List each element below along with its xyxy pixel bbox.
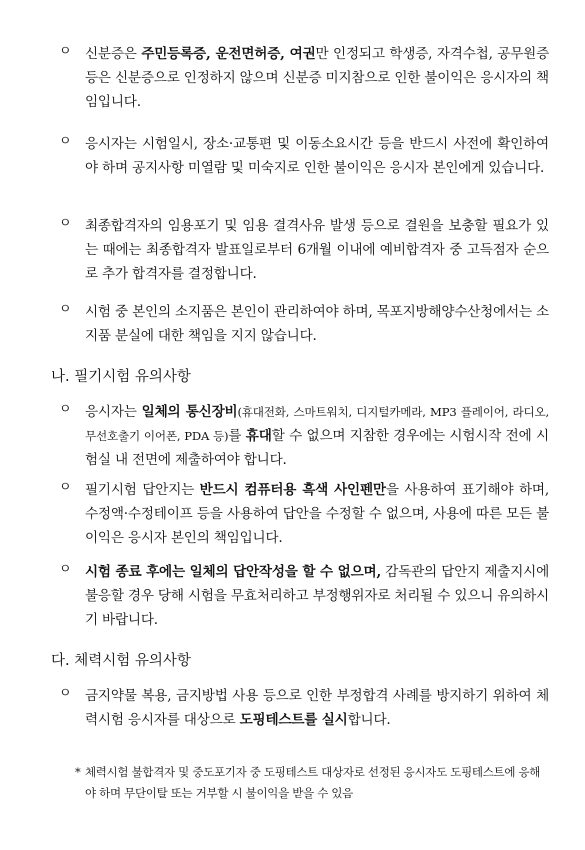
footnote-doping	[75, 762, 550, 804]
bullet-text: 응시자는 일체의 통신장비(휴대전화, 스마트워치, 디지털카메라, MP3 플레이어, 라디오, 무선호출기 이어폰, PDA 등)를 휴대할 수 없으며 지참한 경우에는 시험시작 전에 시험실 내 전면에 제출하여야 합니다.	[85, 404, 549, 468]
bullet-text: 최종합격자의 임용포기 및 임용 결격사유 발생 등으로 결원을 보충할 필요가 있는 때에는 최종합격자 발표일로부터 6개월 이내에 예비합격자 중 고득점자 순으로 추가 합격자를 결정합니다.	[85, 218, 549, 282]
emphasis: 주민등록증, 운전면허증, 여권	[141, 46, 316, 62]
device-list: (휴대전화, 스마트워치, 디지털카메라, MP3 플레이어, 라디오, 무선호출기 이어폰, PDA 등)	[85, 405, 549, 443]
section-heading-physical-exam: 다. 체력시험 유의사항	[51, 653, 191, 669]
footnote-marker: *	[75, 765, 81, 779]
emphasis: 시험 종료 후에는 일체의 답안작성을 할 수 없으며,	[85, 564, 381, 580]
bullet-additional-pass	[59, 214, 549, 286]
bullet-exam-end	[59, 560, 549, 632]
bullet-belongings	[59, 300, 549, 348]
bullet-marker: ㅇ	[59, 134, 72, 149]
bullet-marker: ㅇ	[59, 562, 72, 577]
bullet-text: 시험 중 본인의 소지품은 본인이 관리하여야 하며, 목포지방해양수산청에서는 소지품 분실에 대한 책임을 지지 않습니다.	[85, 304, 549, 344]
emphasis: 도핑테스트를 실시	[239, 712, 348, 728]
bullet-schedule-check	[59, 132, 549, 180]
bullet-marker: ㅇ	[59, 686, 72, 701]
bullet-text: 금지약물 복용, 금지방법 사용 등으로 인한 부정합격 사례를 방지하기 위하여 체력시험 응시자를 대상으로 도핑테스트를 실시합니다.	[85, 688, 549, 728]
bullet-text: 신분증은 주민등록증, 운전면허증, 여권만 인정되고 학생증, 자격수첩, 공무원증 등은 신분증으로 인정하지 않으며 신분증 미지참으로 인한 불이익은 응시자의 책임입니다.	[85, 46, 549, 110]
emphasis: 반드시 컴퓨터용 흑색 사인펜만	[199, 482, 386, 498]
bullet-text: 필기시험 답안지는 반드시 컴퓨터용 흑색 사인펜만을 사용하여 표기해야 하며, 수정액·수정테이프 등을 사용하여 답안을 수정할 수 없으며, 사용에 따른 모든 불이익은 응시자 본인의 책임입니다.	[85, 482, 549, 546]
bullet-communication-devices	[59, 400, 549, 472]
bullet-marker: ㅇ	[59, 480, 72, 495]
emphasis: 일체의 통신장비	[141, 404, 238, 420]
bullet-marker: ㅇ	[59, 44, 72, 59]
bullet-id-card	[59, 42, 549, 114]
bullet-text: 시험 종료 후에는 일체의 답안작성을 할 수 없으며, 감독관의 답안지 제출지시에 불응할 경우 당해 시험을 무효처리하고 부정행위자로 처리될 수 있으니 유의하시기 바랍니다.	[85, 564, 549, 628]
footnote-text: 체력시험 불합격자 및 중도포기자 중 도핑테스트 대상자로 선정된 응시자도 도핑테스트에 응해야 하며 무단이탈 또는 거부할 시 불이익을 받을 수 있음	[85, 765, 541, 800]
emphasis: 휴대	[245, 428, 272, 444]
bullet-marker: ㅇ	[59, 302, 72, 317]
bullet-doping-test	[59, 684, 549, 732]
section-heading-written-exam: 나. 필기시험 유의사항	[51, 369, 191, 385]
bullet-marker: ㅇ	[59, 402, 72, 417]
bullet-text: 응시자는 시험일시, 장소·교통편 및 이동소요시간 등을 반드시 사전에 확인하여야 하며 공지사항 미열람 및 미숙지로 인한 불이익은 응시자 본인에게 있습니다.	[85, 136, 549, 176]
bullet-marker: ㅇ	[59, 216, 72, 231]
bullet-answer-sheet	[59, 478, 549, 550]
